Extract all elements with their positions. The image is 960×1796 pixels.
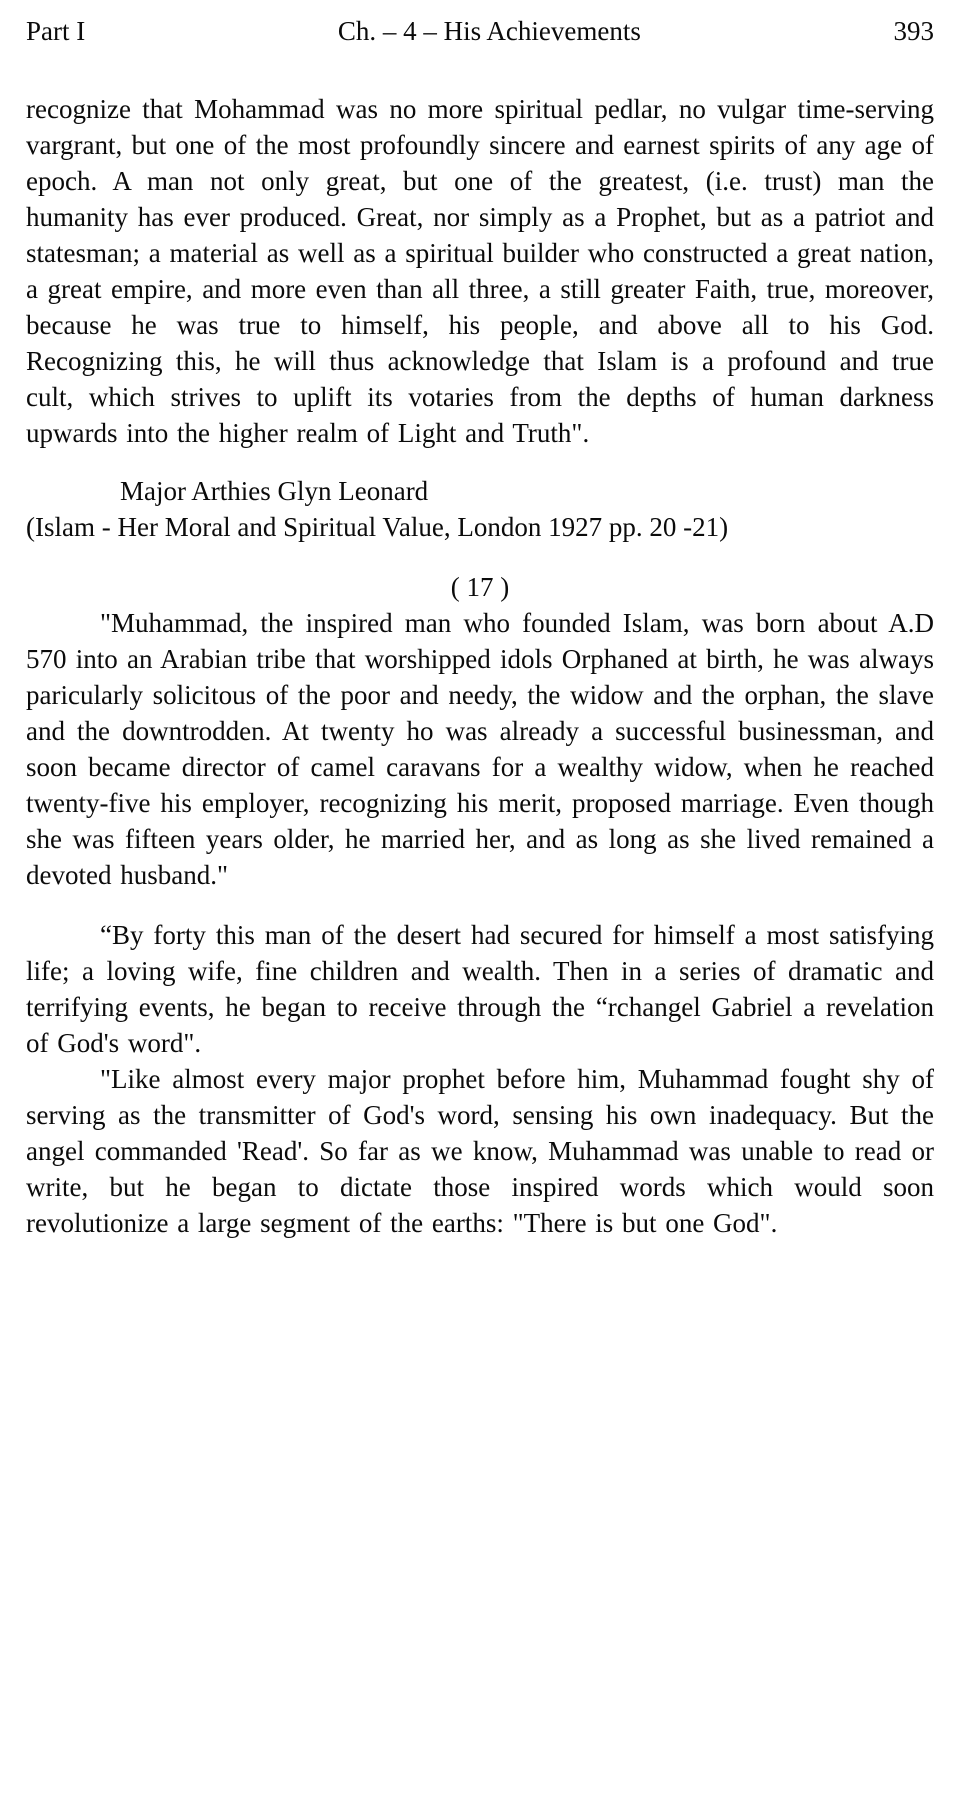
page-header: [26, 16, 934, 47]
page-number: 393: [893, 16, 934, 46]
paragraph-leonard-quote: recognize that Mohammad was no more spiritual pedlar, no vulgar time-serving vargrant, but one of the most profoundly sincere and earnest spirits of any age of epoch. A man not only great, but one of the greatest, (i.e. trust) man the humanity has ever produced. Great, nor simply as a Prophet, but as a patriot and statesman; a material as well as a spiritual builder who constructed a great nation, a great empire, and more even than all three, a still greater Faith, true, moreover, because he was true to himself, his people, and above all to his God. Recognizing this, he will thus acknowledge that Islam is a profound and true cult, which strives to uplift its votaries from the depths of human darkness upwards into the higher realm of Light and Truth".: [26, 94, 934, 448]
attribution-author: Major Arthies Glyn Leonard: [120, 476, 429, 506]
section-number: ( 17 ): [450, 572, 510, 602]
paragraph-like-almost-every: "Like almost every major prophet before him, Muhammad fought shy of serving as the transmitter of God's word, sensing his own inadequacy. But the angel commanded 'Read'. So far as we know, Muhammad was unable to read or write, but he began to dictate those inspired words which would soon revolutionize a large segment of the earths: "There is but one God".: [26, 1064, 934, 1238]
paragraph-muhammad-bio: "Muhammad, the inspired man who founded Islam, was born about A.D 570 into an Arabian tribe that worshipped idols Orphaned at birth, he was always paricularly solicitous of the poor and needy, the widow and the orphan, the slave and the downtrodden. At twenty ho was already a successful businessman, and soon became director of camel caravans for a wealthy widow, when he reached twenty-five his employer, recognizing his merit, proposed marriage. Even though she was fifteen years older, he married her, and as long as she lived remained a devoted husband.": [26, 608, 934, 890]
attribution-source: (Islam - Her Moral and Spiritual Value, London 1927 pp. 20 -21): [26, 512, 729, 542]
chapter-title: Ch. – 4 – His Achievements: [337, 16, 641, 46]
part-label: Part I: [26, 16, 86, 46]
paragraph-by-forty: “By forty this man of the desert had secured for himself a most satisfying life; a loving wife, fine children and wealth. Then in a series of dramatic and terrifying events, he began to receive through the “rchangel Gabriel a revelation of God's word".: [26, 920, 934, 1058]
